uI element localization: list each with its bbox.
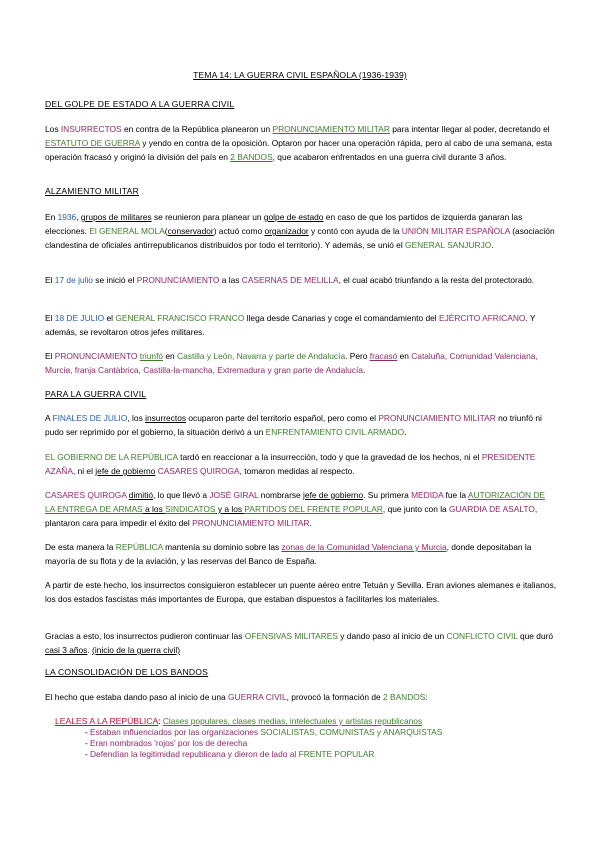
paragraph-republica: De esta manera la REPÚBLICA mantenía su dominio sobre las zonas de la Comunidad Valenciana y Murcia, donde depositaban la mayoría de su flota y de la aviación, y las reservas del Banco de España. (45, 542, 532, 566)
bandos-list (55, 716, 555, 760)
paragraph-insurrectos: Los INSURRECTOS en contra de la República planearon un PRONUNCIAMIENTO MILITAR para intentar llegar al poder, decretando el ESTATUTO DE GUERRA y yendo en contra de la oposición. Optaron por hacer una operación rápida, pero al cabo de una semana, esta operación fracasó y originó la división del país en 2 BANDOS, que acabaron enfrentados en una guerra civil durante 3 años. (45, 124, 552, 162)
list-heading-leales: LEALES A LA REPÚBLICA: Clases populares, clases medias, intelectuales y artistas republicanos (55, 716, 423, 726)
paragraph-1936: En 1936, grupos de militares se reunieron para planear un golpe de estado en caso de que los partidos de izquierda ganaran las elecciones. El GENERAL MOLA(conservador) actuó como organizador y contó con ayuda de la UNIÓN MILITAR ESPAÑOLA (asociación clandestina de oficiales antirrepublicanos distribuidos por todo el territorio). Y además, se unió el GENERAL SANJURJO. (45, 212, 555, 250)
document-title: TEMA 14: LA GUERRA CIVIL ESPAÑOLA (1936-1939) (193, 70, 407, 80)
list-item: - Eran nombrados 'rojos' por los de derecha (85, 738, 248, 748)
list-item: - Estaban influenciados por las organizaciones SOCIALISTAS, COMUNISTAS y ANARQUISTAS (85, 727, 443, 737)
section-heading-guerra-civil: PARA LA GUERRA CIVIL (45, 389, 147, 399)
paragraph-2-bandos: El hecho que estaba dando paso al inicio de una GUERRA CIVIL, provocó la formación de 2 BANDOS: (45, 692, 428, 702)
section-heading-golpe: DEL GOLPE DE ESTADO A LA GUERRA CIVIL (45, 99, 235, 109)
list-item: - Defendían la legitimidad republicana y dieron de lado al FRENTE POPULAR (85, 749, 375, 759)
paragraph-17-julio: El 17 de julio se inició el PRONUNCIAMIENTO a las CASERNAS DE MELILLA, el cual acabó triunfando a la resta del protectorado. (45, 275, 535, 285)
section-heading-alzamiento: ALZAMIENTO MILITAR (45, 186, 140, 196)
paragraph-pronunciamiento: El PRONUNCIAMIENTO triunfó en Castilla y León, Navarra y parte de Andalucía. Pero fracasó en Cataluña, Comunidad Valenciana, Murcia, franja Cantàbrica, Castilla-la-mancha, Extremadura y gran parte de Andalucía. (45, 351, 538, 375)
paragraph-finales-julio: A FINALES DE JULIO, los insurrectos ocuparon parte del territorio español, pero como el PRONUNCIAMIENTO MILITAR no triunfó ni pudo ser reprimido por el gobierno, la situación derivó a un ENFRENTAMIENTO CIVIL ARMADO. (45, 413, 542, 437)
paragraph-gobierno: EL GOBIERNO DE LA REPÚBLICA tardó en reaccionar a la insurrección, todo y que la gravedad de los hechos, ni el PRESIDENTE AZAÑA, ni el jefe de gobierno CASARES QUIROGA, tomaron medidas al respecto. (45, 452, 536, 476)
section-heading-consolidacion: LA CONSOLIDACIÓN DE LOS BANDOS (45, 667, 209, 677)
paragraph-18-julio: El 18 DE JULIO el GENERAL FRANCISCO FRANCO llega desde Canarias y coge el comandamiento del EJÉRCITO AFRICANO. Y además, se revoltaron otros jefes militares. (45, 313, 536, 337)
paragraph-puente-aereo: A partir de este hecho, los insurrectos consiguieron establecer un puente aéreo entre Tetuán y Sevilla. Eran aviones alemanes e italianos, los dos estados fascistas más importantes de Europa, que estaban dispuestos a facilitarles los materiales. (45, 580, 557, 604)
paragraph-casares: CASARES QUIROGA dimitió, lo que llevó a JOSÉ GIRAL nombrarse jefe de gobierno. Su primera MEDIDA fue la AUTORIZACIÓN DE LA ENTREGA DE ARMAS a los SINDICATOS y a los PARTIDOS DEL FRENTE POPULAR, que junto con la GUARDIA DE ASALTO, plantaron cara para impedir el éxito del PRONUNCIAMIENTO MILITAR. (45, 490, 545, 528)
paragraph-ofensivas: Gracias a esto, los insurrectos pudieron continuar las OFENSIVAS MILITARES y dando paso al inicio de un CONFLICTO CIVIL que duró casi 3 años. (inicio de la guerra civil) (45, 631, 554, 655)
